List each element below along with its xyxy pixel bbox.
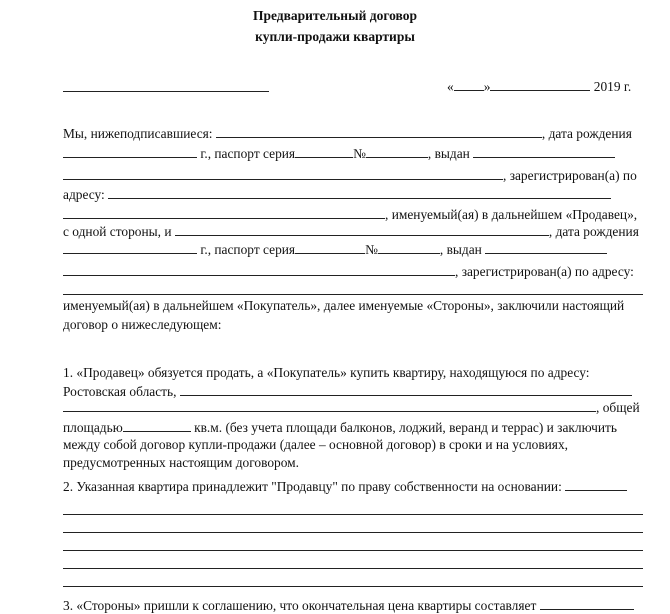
document-title-line2: купли-продажи квартиры (255, 29, 415, 44)
ownership-line-2 (63, 532, 643, 533)
day-blank (454, 77, 484, 91)
sqm-text: кв.м. (без учета площади балконов, лоджий, веранд и террас) и заключить (194, 420, 617, 435)
buyer-birth-label: , дата рождения (548, 224, 639, 239)
buyer-address-blank (63, 294, 643, 295)
seller-address-line (63, 185, 611, 203)
rostov-region-label: Ростовская область, (63, 384, 177, 399)
buyer-name-blank (175, 222, 549, 236)
seller-number-blank (366, 144, 428, 158)
buyer-name-line (63, 222, 639, 240)
seller-series-blank (295, 144, 353, 158)
ownership-line-3 (63, 550, 643, 551)
clause3-text: 3. «Стороны» пришли к соглашению, что окончательная цена квартиры составляет (63, 598, 537, 613)
area-blank (123, 418, 191, 432)
one-side-label: с одной стороны, и (63, 224, 172, 239)
clause2-line (63, 477, 627, 495)
contract-about-text: договор о нижеследующем: (63, 317, 222, 332)
month-blank (490, 77, 590, 91)
clause1-area-line (63, 418, 617, 436)
seller-passport-line (63, 144, 615, 162)
buyer-number-sign: № (365, 242, 378, 257)
seller-number-sign: № (353, 146, 366, 161)
seller-issued-label: , выдан (427, 146, 470, 161)
seller-issuer-cont-blank (63, 166, 503, 180)
seller-registered-label: , зарегистрирован(а) по (503, 168, 637, 183)
total-label: , общей (596, 400, 640, 415)
buyer-birthdate-blank (63, 240, 197, 254)
buyer-registered-label: , зарегистрирован(а) по адресу: (455, 264, 634, 279)
apartment-address-blank (180, 382, 632, 396)
seller-birth-label: , дата рождения (541, 126, 632, 141)
clause1-line5: предусмотренных настоящим договором. (63, 455, 299, 470)
seller-address-label: адресу: (63, 187, 105, 202)
buyer-number-blank (378, 240, 440, 254)
seller-birthdate-blank (63, 144, 197, 158)
seller-named-label: , именуемый(ая) в дальнейшем «Продавец», (385, 207, 638, 222)
ownership-line-4 (63, 568, 643, 569)
seller-address-blank (108, 185, 611, 199)
place-blank (63, 91, 269, 92)
seller-name-line (63, 124, 632, 142)
area-label: площадью (63, 420, 123, 435)
clause3-line (63, 596, 634, 614)
buyer-issued-label: , выдан (439, 242, 482, 257)
buyer-passport-line (63, 240, 607, 258)
document-title-line1: Предварительный договор (252, 8, 418, 23)
seller-address-cont-blank (63, 205, 385, 219)
ownership-line-1 (63, 514, 643, 515)
date-close-quote: » (483, 79, 491, 94)
ownership-line-5 (63, 586, 643, 587)
seller-registered-line (63, 166, 637, 184)
buyer-registered-line (63, 262, 634, 280)
apartment-address-cont-blank (63, 398, 596, 412)
clause2-text: 2. Указанная квартира принадлежит "Продавцу" по праву собственности на основании: (63, 479, 562, 494)
buyer-series-blank (295, 240, 365, 254)
clause1-total-line (63, 398, 640, 416)
seller-name-blank (216, 124, 542, 138)
buyer-named-text: именуемый(ая) в дальнейшем «Покупатель», далее именуемые «Стороны», заключили настоящий (63, 298, 625, 313)
clause1-line4: между собой договор купли-продажи (далее – основной договор) в сроки и на условиях, (63, 437, 569, 452)
date-year: 2019 г. (593, 79, 632, 94)
date-open-quote: « (447, 79, 454, 94)
date-line (447, 77, 631, 95)
seller-issuer-blank (473, 144, 615, 158)
seller-named-line (63, 205, 637, 223)
price-blank (540, 596, 634, 610)
buyer-issuer-cont-blank (63, 262, 455, 276)
ownership-basis-blank (565, 477, 627, 491)
buyer-issuer-blank (485, 240, 607, 254)
seller-passport-label: г., паспорт серия (200, 146, 296, 161)
we-signed-label: Мы, нижеподписавшиеся: (63, 126, 213, 141)
buyer-passport-label: г., паспорт серия (200, 242, 296, 257)
clause1-line1: 1. «Продавец» обязуется продать, а «Покупатель» купить квартиру, находящуюся по адресу: (63, 365, 590, 380)
